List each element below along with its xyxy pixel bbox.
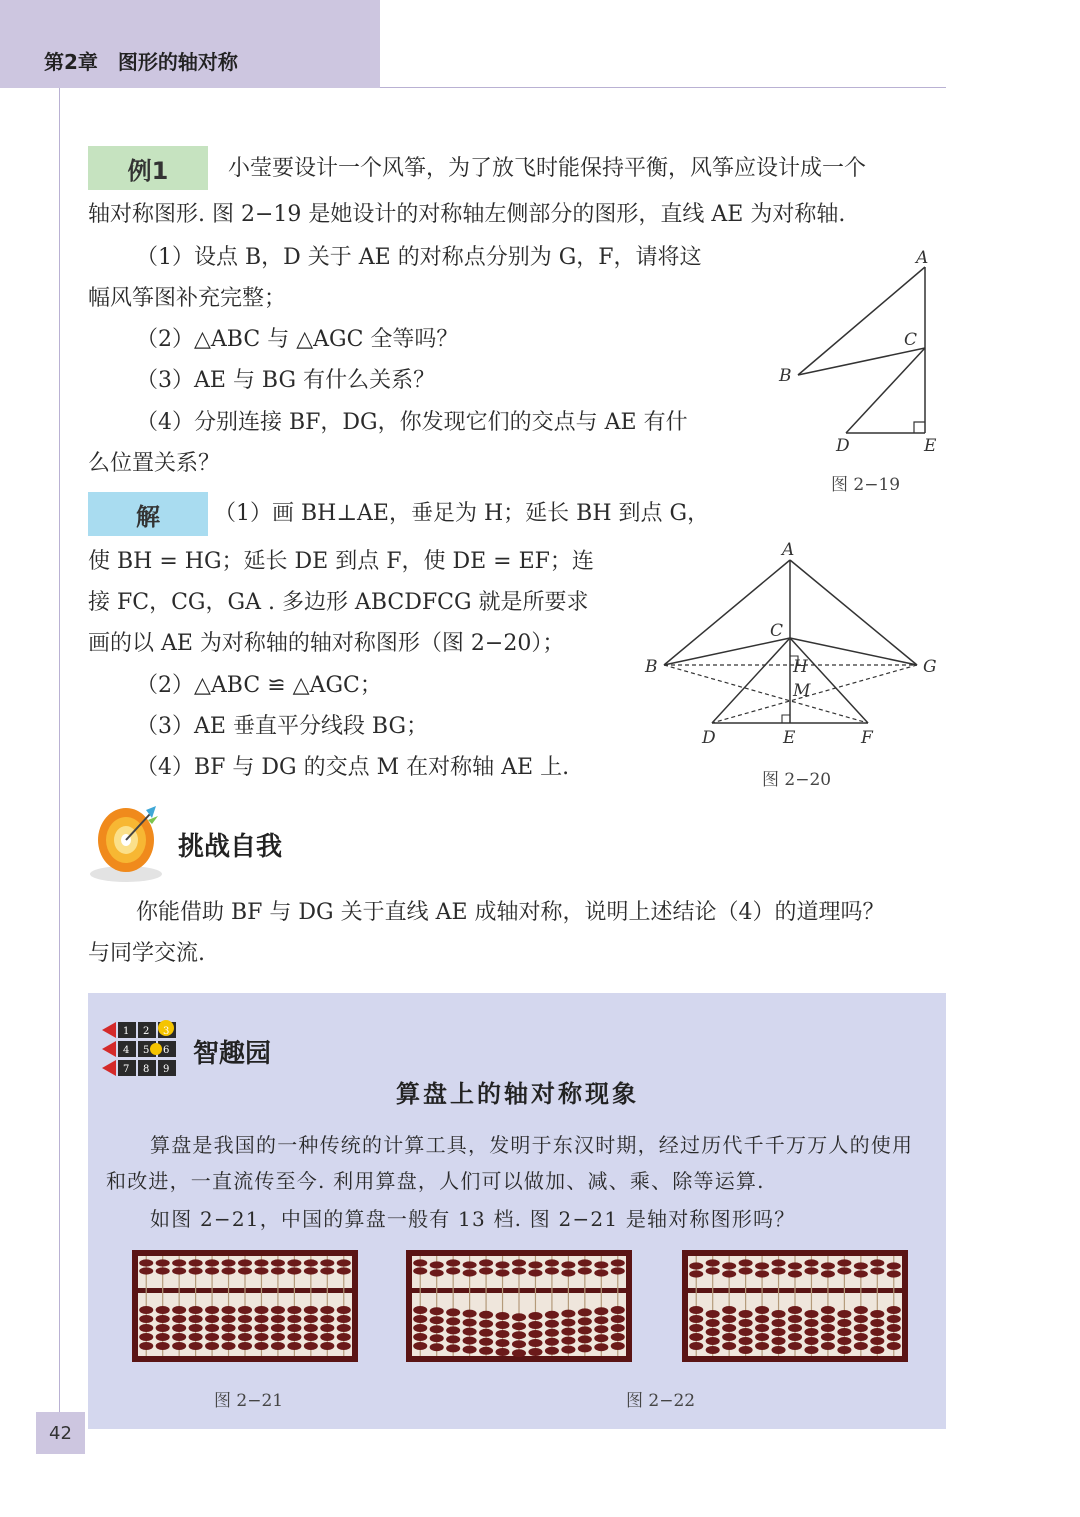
fig19-label-e: E bbox=[924, 436, 937, 456]
example-line-3: （1）设点 B，D 关于 AE 的对称点分别为 G，F，请将这 bbox=[136, 245, 702, 270]
figure-2-22-caption: 图 2−22 bbox=[626, 1391, 696, 1411]
fig19-label-a: A bbox=[916, 248, 929, 268]
fig20-label-c: C bbox=[770, 621, 784, 641]
challenge-title: 挑战自我 bbox=[178, 832, 283, 862]
cube-digit: 6 bbox=[163, 1045, 170, 1056]
figure-2-20 bbox=[640, 538, 945, 753]
example-line-7: （4）分别连接 BF，DG，你发现它们的交点与 AE 有什 bbox=[136, 410, 688, 435]
figure-2-19-caption: 图 2−19 bbox=[831, 475, 901, 495]
example-line-1: 小莹要设计一个风筝，为了放飞时能保持平衡，风筝应设计成一个 bbox=[228, 156, 867, 181]
chapter-title: 第2章 图形的轴对称 bbox=[44, 50, 238, 74]
solution-line-6: （3）AE 垂直平分线段 BG； bbox=[136, 714, 429, 739]
solution-line-5: （2）△ABC ≌ △AGC； bbox=[136, 673, 382, 698]
solution-line-3: 接 FC，CG，GA . 多边形 ABCDFCG 就是所要求 bbox=[88, 590, 589, 615]
solution-label: 解 bbox=[88, 492, 208, 536]
zhiqu-line-3: 如图 2−21，中国的算盘一般有 13 档. 图 2−21 是轴对称图形吗？ bbox=[150, 1207, 796, 1231]
cube-digit: 3 bbox=[163, 1026, 170, 1037]
abacus-image-2-21 bbox=[132, 1250, 358, 1362]
example-line-4: 幅风筝图补充完整； bbox=[88, 286, 287, 311]
solution-line-1: （1）画 BH⊥AE，垂足为 H；延长 BH 到点 G， bbox=[214, 501, 710, 526]
abacus-image-2-22-left bbox=[406, 1250, 632, 1362]
example-line-5: （2）△ABC 与 △AGC 全等吗？ bbox=[136, 327, 459, 352]
fig20-label-a: A bbox=[782, 540, 795, 560]
fig19-label-c: C bbox=[904, 330, 918, 350]
cube-digit: 4 bbox=[123, 1045, 130, 1056]
fig20-label-e: E bbox=[783, 728, 796, 748]
cube-digit: 9 bbox=[163, 1064, 170, 1075]
fig20-label-d: D bbox=[702, 728, 716, 748]
challenge-line-1: 你能借助 BF 与 DG 关于直线 AE 成轴对称，说明上述结论（4）的道理吗？ bbox=[136, 900, 885, 925]
cube-digit: 1 bbox=[123, 1026, 130, 1037]
example-label: 例1 bbox=[88, 146, 208, 190]
example-line-8: 么位置关系？ bbox=[88, 451, 221, 476]
zhiqu-heading: 算盘上的轴对称现象 bbox=[396, 1079, 639, 1108]
fig20-label-g: G bbox=[923, 657, 937, 677]
fig19-label-b: B bbox=[779, 366, 792, 386]
cube-digit: 8 bbox=[143, 1064, 150, 1075]
figure-2-21-caption: 图 2−21 bbox=[214, 1391, 284, 1411]
fig20-label-f: F bbox=[861, 728, 873, 748]
solution-line-2: 使 BH = HG；延长 DE 到点 F，使 DE = EF；连 bbox=[88, 549, 594, 574]
target-icon bbox=[86, 800, 166, 884]
fig20-label-b: B bbox=[645, 657, 658, 677]
abacus-image-2-22-right bbox=[682, 1250, 908, 1362]
cube-digit: 2 bbox=[143, 1026, 150, 1037]
cube-digit: 7 bbox=[123, 1064, 130, 1075]
fig19-label-d: D bbox=[836, 436, 850, 456]
challenge-line-2: 与同学交流. bbox=[88, 941, 205, 966]
number-cube-icon bbox=[100, 1018, 184, 1080]
example-line-2: 轴对称图形. 图 2−19 是她设计的对称轴左侧部分的图形，直线 AE 为对称轴. bbox=[88, 202, 846, 227]
figure-2-19 bbox=[770, 245, 950, 460]
header-rule bbox=[380, 87, 946, 88]
fig20-label-h: H bbox=[793, 657, 808, 677]
solution-line-4: 画的以 AE 为对称轴的轴对称图形（图 2−20）； bbox=[88, 631, 565, 656]
zhiqu-line-2: 和改进，一直流传至今. 利用算盘，人们可以做加、减、乘、除等运算. bbox=[106, 1169, 765, 1193]
zhiqu-line-1: 算盘是我国的一种传统的计算工具，发明于东汉时期，经过历代千千万万人的使用 bbox=[150, 1133, 914, 1157]
margin-rule bbox=[59, 88, 60, 1413]
figure-2-20-caption: 图 2−20 bbox=[762, 770, 832, 790]
page-number: 42 bbox=[36, 1412, 85, 1454]
example-line-6: （3）AE 与 BG 有什么关系？ bbox=[136, 368, 436, 393]
solution-line-7: （4）BF 与 DG 的交点 M 在对称轴 AE 上. bbox=[136, 755, 570, 780]
zhiqu-title: 智趣园 bbox=[193, 1039, 272, 1069]
fig20-label-m: M bbox=[793, 681, 811, 701]
cube-digit: 5 bbox=[143, 1045, 150, 1056]
